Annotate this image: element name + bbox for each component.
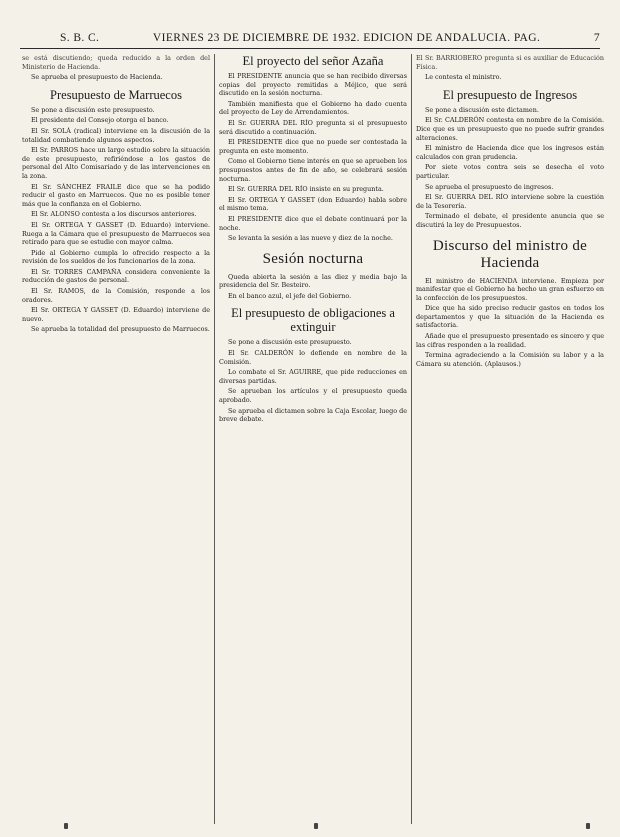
col1-paragraph: Se pone a discusión este presupuesto. — [31, 105, 155, 114]
col1-paragraph: El Sr. TORRES CAMPAÑA considera conveniente la reducción de gastos de personal. — [22, 267, 210, 285]
col1-paragraph: El Sr. SOLÁ (radical) interviene en la discusión de la totalidad combatiendo algunos aspectos. — [22, 126, 210, 144]
col2-paragraph: Se aprueba el dictamen sobre la Caja Escolar, luego de breve debate. — [219, 406, 407, 424]
column-2 — [219, 54, 407, 426]
col3-paragraph: Añade que el presupuesto presentado es sincero y que las cifras responden a la realidad. — [416, 332, 604, 349]
column-1 — [22, 54, 210, 336]
col3-paragraph: El ministro de Hacienda dice que los ingresos están calculados con gran prudencia. — [416, 144, 604, 161]
column-separator — [411, 54, 412, 824]
col2-paragraph: En el banco azul, el jefe del Gobierno. — [228, 291, 352, 300]
column-3 — [416, 54, 604, 370]
col2-paragraph: También manifiesta que el Gobierno ha dado cuenta del proyecto de Ley de Arrendamientos. — [219, 99, 407, 117]
registration-mark — [314, 823, 318, 829]
col1-top-line: se está discutiendo; queda reducido a la orden del Ministerio de Hacienda. — [22, 54, 210, 71]
page-header — [60, 30, 600, 46]
header-left: S. B. C. — [60, 32, 100, 44]
col2-paragraph: Se pone a discusión este presupuesto. — [228, 338, 352, 347]
col2-paragraph: Se levanta la sesión a las nueve y diez de la noche. — [228, 234, 393, 243]
col2-paragraph: El Sr. GUERRA DEL RÍO pregunta si el presupuesto será discutido a continuación. — [219, 118, 407, 136]
col2-paragraph: El Sr. ORTEGA Y GASSET (don Eduardo) habla sobre el mismo tema. — [219, 195, 407, 213]
col2-paragraph: El Sr. GUERRA DEL RÍO insiste en su pregunta. — [228, 185, 384, 194]
col3-paragraph: Por siete votos contra seis se desecha el voto particular. — [416, 163, 604, 180]
col1-section-title: Presupuesto de Marruecos — [50, 87, 182, 102]
col1-paragraph: El Sr. ORTEGA Y GASSET (D. Eduardo) interviene. Ruega a la Cámara que el presupuesto de Marruecos sea retirado para que se estudie con mayor calma. — [22, 220, 210, 247]
col2-paragraph: Se aprueban los artículos y el presupuesto queda aprobado. — [219, 387, 407, 405]
col2-paragraph: El PRESIDENTE dice que el debate continuará por la noche. — [219, 214, 407, 232]
col1-paragraph: El Sr. ALONSO contesta a los discursos anteriores. — [31, 210, 197, 219]
col3-top-line: Le contesta el ministro. — [425, 73, 502, 82]
col3-paragraph: Se pone a discusión este dictamen. — [425, 105, 539, 114]
col3-paragraph: Termina agradeciendo a la Comisión su labor y a la Cámara su atención. (Aplausos.) — [416, 351, 604, 368]
col1-paragraph: El Sr. PARROS hace un largo estudio sobre la situación de este presupuesto, refiriéndose a los gastos de personal del Alto Comisariado y de las intervenciones en la zona. — [22, 146, 210, 180]
header-rule — [20, 48, 600, 49]
col2-paragraph: Queda abierta la sesión a las diez y media bajo la presidencia del Sr. Besteiro. — [219, 272, 407, 290]
col2-paragraph: El PRESIDENTE anuncia que se han recibido diversas copias del proyecto remitidas a Méjico, que será discutido en la sesión nocturna. — [219, 72, 407, 98]
column-separator — [214, 54, 215, 824]
col2-paragraph: Como el Gobierno tiene interés en que se aprueben los presupuestos antes de fin de año, se celebrará sesión nocturna. — [219, 157, 407, 183]
col1-paragraph: El presidente del Consejo otorga el banco. — [31, 116, 169, 125]
header-page: 7 — [593, 32, 600, 44]
col3-paragraph: Dice que ha sido preciso reducir gastos en todos los departamentos y que la situación de la Hacienda es satisfactoria. — [416, 304, 604, 330]
col3-paragraph: Terminado el debate, el presidente anuncia que se discutirá la ley de Presupuestos. — [416, 212, 604, 229]
col1-paragraph: Pide al Gobierno cumpla lo ofrecido respecto a la revisión de los sueldos de los funcionarios de la zona. — [22, 248, 210, 266]
col2-section-title: El proyecto del señor Azaña — [242, 54, 384, 68]
col3-paragraph: El ministro de HACIENDA interviene. Empieza por manifestar que el Gobierno ha hecho un gran esfuerzo en la confección de los presupuestos. — [416, 276, 604, 302]
col1-paragraph: Se aprueba la totalidad del presupuesto de Marruecos. — [31, 325, 210, 334]
col3-paragraph: El Sr. CALDERÓN contesta en nombre de la Comisión. Dice que es un presupuesto que no puede sufrir grandes alteraciones. — [416, 116, 604, 142]
col2-section-title-3: El presupuesto de obligaciones a extinguir — [231, 306, 395, 335]
col1-top-line: Se aprueba el presupuesto de Hacienda. — [31, 73, 163, 82]
registration-mark — [64, 823, 68, 829]
col3-paragraph: El Sr. GUERRA DEL RÍO interviene sobre la cuestión de la Tesorería. — [416, 193, 604, 210]
col3-paragraph: Se aprueba el presupuesto de ingresos. — [425, 182, 554, 191]
col3-top-line: El Sr. BARRIOBERO pregunta si es auxiliar de Educación Física. — [416, 54, 604, 71]
col1-paragraph: El Sr. SÁNCHEZ FRAILE dice que se ha podido reducir el gasto en Marruecos. Que no es posible tener más que la confianza en el Gobierno. — [22, 182, 210, 208]
col2-paragraph: El Sr. CALDERÓN lo defiende en nombre de la Comisión. — [219, 349, 407, 366]
col2-paragraph: El PRESIDENTE dice que no puede ser contestada la pregunta en este momento. — [219, 138, 407, 155]
col3-section-title: El presupuesto de Ingresos — [442, 87, 578, 102]
header-center: VIERNES 23 DE DICIEMBRE DE 1932. EDICION DE ANDALUCIA. PAG. — [152, 32, 541, 44]
col2-section-title-2: Sesión nocturna — [262, 250, 364, 267]
registration-mark — [586, 823, 590, 829]
col1-paragraph: El Sr. ORTEGA Y GASSET (D. Eduardo) interviene de nuevo. — [22, 306, 210, 323]
col2-paragraph: Lo combate el Sr. AGUIRRE, que pide reducciones en diversas partidas. — [219, 368, 407, 385]
col1-paragraph: El Sr. RAMOS, de la Comisión, responde a los oradores. — [22, 287, 210, 304]
col3-section-title-2: Discurso del ministro de Hacienda — [432, 237, 588, 271]
